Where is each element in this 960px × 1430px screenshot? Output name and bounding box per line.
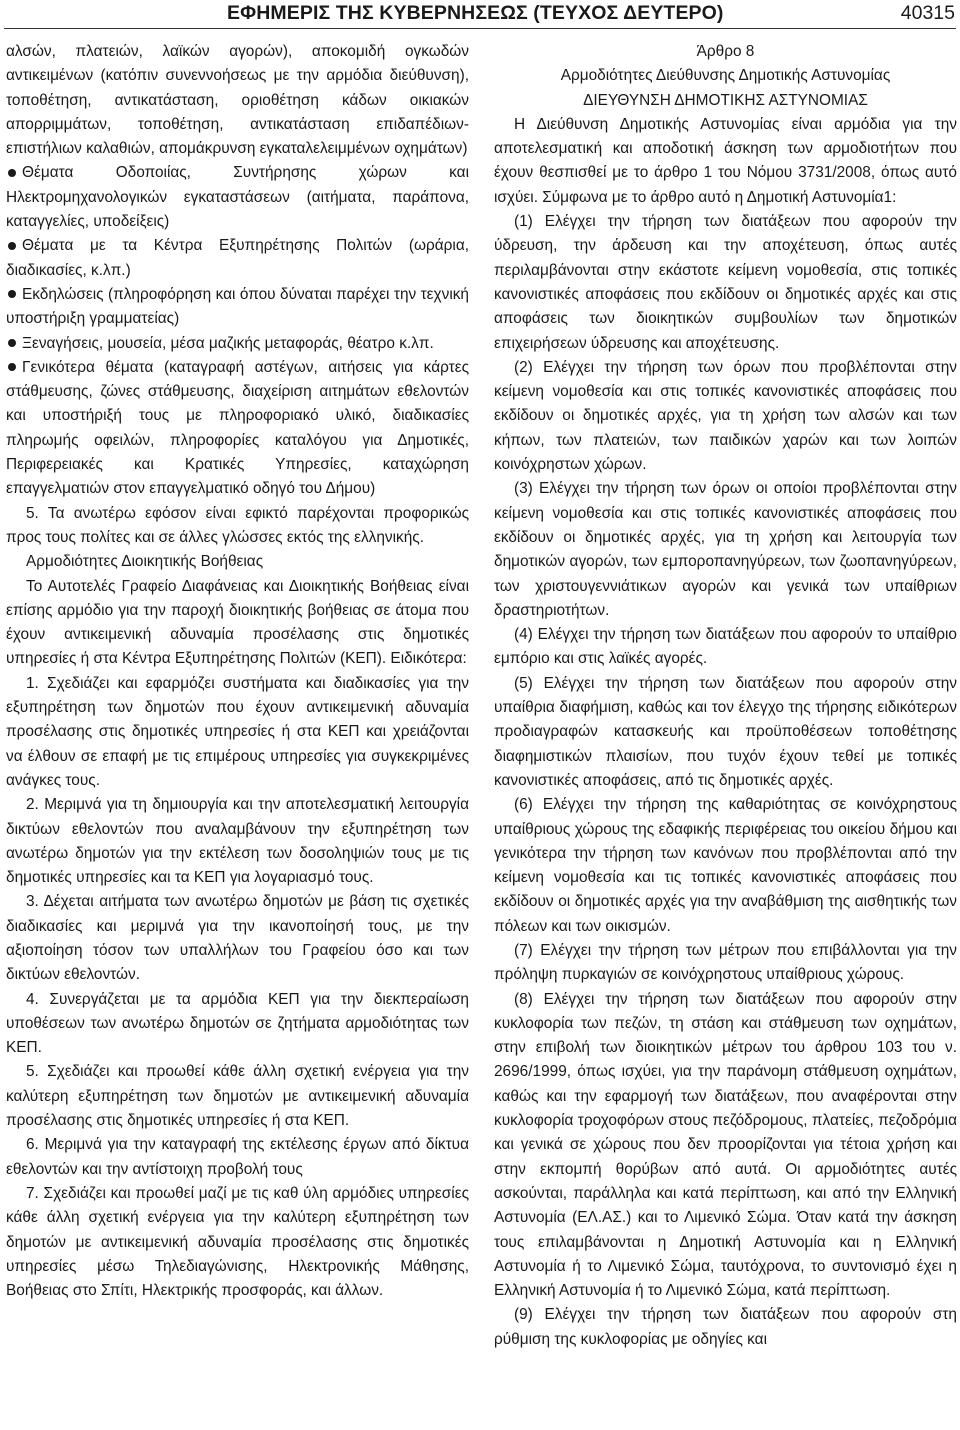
left-column — [6, 40, 469, 1303]
list-item: (9) Ελέγχει την τήρηση των διατάξεων που αφορούν στη ρύθμιση της κυκλοφορίας με οδηγίες και — [494, 1306, 957, 1348]
list-item: (7) Ελέγχει την τήρηση των μέτρων που επιβάλλονται για την πρόληψη πυρκαγιών σε κοινόχρηστους υπαίθριους χώρους. — [494, 941, 957, 984]
paragraph: αλσών, πλατειών, λαϊκών αγορών), αποκομιδή ογκωδών αντικειμένων (κατόπιν συνεννοήσεως με την αρμόδια διεύθυνση), τοποθέτηση, αντικατάσταση, οριοθέτηση κάδων οικιακών απορριμμάτων, τοποθέτηση, αντικατάσταση επιδαπέδιων-επιστήλιων καλαθιών, απομάκρυνση εγκαταλελειμμένων οχημάτων) — [6, 43, 469, 158]
list-item: Θέματα Οδοποιίας, Συντήρησης χώρων και Ηλεκτρομηχανολογικών εγκαταστάσεων (αιτήματα, παράπονα, καταγγελίες, υποδείξεις) — [6, 164, 469, 231]
gazette-title: ΕΦΗΜΕΡΙΣ ΤΗΣ ΚΥΒΕΡΝΗΣΕΩΣ (ΤΕΥΧΟΣ ΔΕΥΤΕΡΟ) — [227, 2, 724, 24]
list-item: Γενικότερα θέματα (καταγραφή αστέγων, αιτήσεις για κάρτες στάθμευσης, ζώνες στάθμευσης, διαχείριση αιτημάτων εθελοντών και υποστήριξή τους με πληροφοριακό υλικό, διαδικασίες πληρωμής οφειλών, πληροφορίες καταλόγου για Δημοτικές, Περιφερειακές και Κρατικές Υπηρεσίες, καταχώρηση επαγγελματιών στον επαγγελματικό οδηγό του Δήμου) — [6, 358, 469, 498]
bullet-icon — [8, 169, 16, 177]
list-item: (5) Ελέγχει την τήρηση των διατάξεων που αφορούν στην υπαίθρια διαφήμιση, καθώς και τον έλεγχο της τήρησης ειδικότερων προδιαγραφών κατασκευής και προϋποθέσεων τοποθέτησης διαφημιστικών πλαισίων, που τυχόν έχουν τεθεί με τοπικές κανονιστικές αποφάσεις, από τις δημοτικές αρχές. — [494, 674, 957, 789]
list-item: Εκδηλώσεις (πληροφόρηση και όπου δύναται παρέχει την τεχνική υποστήριξη γραμματείας) — [6, 285, 469, 328]
article-title: Αρμοδιότητες Διεύθυνσης Δημοτικής Αστυνομίας — [560, 67, 891, 85]
list-item: (8) Ελέγχει την τήρηση των διατάξεων που αφορούν στην κυκλοφορία των πεζών, τη στάση και στάθμευση των οχημάτων, στην επιβολή των διοικητικών μέτρων του άρθρου 103 του ν. 2696/1999, όπως ισχύει, για την παράνομη στάθμευση οχημάτων, καθώς και την εφαρμογή των διατάξεων, που αναφέρονται στην κυκλοφορία τροχοφόρων στους πεζόδρομους, πλατείες, πεζοδρόμια και γενικά σε χώρους που δεν προορίζονται για τέτοια χρήση και στην εκπομπή θορύβων από αυτά. Οι αρμοδιότητες αυτές ασκούνται, παράλληλα και κατά περίπτωση, και από την Ελληνική Αστυνομία (ΕΛ.ΑΣ.) και το Λιμενικό Σώμα. Όταν κατά την άσκηση τους επιλαμβάνονται η Δημοτική Αστυνομία και η Ελληνική Αστυνομία ή το Λιμενικό Σώμα, ταυτόχρονα, το συντονισμό έχει η Ελληνική Αστυνομία ή το Λιμενικό Σώμα, κατά περίπτωση. — [494, 990, 957, 1300]
list-item: (1) Ελέγχει την τήρηση των διατάξεων που αφορούν την ύδρευση, την άρδευση και την αποχέτευση, όπως αυτές περιλαμβάνονται στην εκάστοτε κείμενη νομοθεσία, στις τοπικές κανονιστικές αποφάσεις που εκδίδουν οι δημοτικές αρχές και στις αποφάσεις των διοικητικών συμβουλίων των δημοτικών επιχειρήσεων ύδρευσης και αποχέτευσης. — [494, 213, 957, 352]
paragraph: 5. Τα ανωτέρω εφόσον είναι εφικτό παρέχονται προφορικώς προς τους πολίτες και σε άλλες γλώσσες εκτός της ελληνικής. — [6, 504, 469, 546]
list-item: 4. Συνεργάζεται με τα αρμόδια ΚΕΠ για την διεκπεραίωση υποθέσεων των ανωτέρω δημοτών σε ζητήματα αρμοδιότητας των ΚΕΠ. — [6, 990, 469, 1057]
article-number: Άρθρο 8 — [696, 43, 755, 60]
list-item: (2) Ελέγχει την τήρηση των όρων που προβλέπονται στην κείμενη νομοθεσία και στις τοπικές κανονιστικές αποφάσεις που εκδίδουν οι δημοτικές αρχές, για τη χρήση των αλσών και των κήπων, των πλατειών, των παιδικών χαρών και των λοιπών κοινόχρηστων χώρων. — [494, 358, 957, 474]
directorate-title: ΔΙΕΥΘΥΝΣΗ ΔΗΜΟΤΙΚΗΣ ΑΣΤΥΝΟΜΙΑΣ — [583, 91, 868, 109]
list-item: (6) Ελέγχει την τήρηση της καθαριότητας σε κοινόχρηστους υπαίθριους χώρους της εδαφικής περιφέρειας του οικείου δήμου και γενικότερα την τήρηση των κανόνων που προβλέπονται από την κείμενη νομοθεσία και τις τοπικές κανονιστικές αποφάσεις που εκδίδουν οι δημοτικές αρχές για την αναβάθμιση της αισθητικής των πόλεων και των οικισμών. — [494, 796, 957, 935]
right-column — [494, 40, 957, 1352]
paragraph: Η Διεύθυνση Δημοτικής Αστυνομίας είναι αρμόδια για την αποτελεσματική και αποδοτική άσκηση των αρμοδιοτήτων που έχουν θεσπισθεί με το άρθρο 1 του Νόμου 3731/2008, όπως αυτό ισχύει. Σύμφωνα με το άρθρο αυτό η Δημοτική Αστυνομία1: — [494, 115, 957, 206]
list-item: 7. Σχεδιάζει και προωθεί μαζί με τις καθ ύλη αρμόδιες υπηρεσίες κάθε άλλη σχετική ενέργεια για την καλύτερη εξυπηρέτηση των δημοτών με αντικειμενική αδυναμία προσέλασης στις δημοτικές υπηρεσίες μέσω Τηλεδιαγώνισης, Ηλεκτρονικής Μάθησης, Βοήθειας στο Σπίτι, Ηλεκτρικής προσφοράς, και άλλων. — [6, 1184, 469, 1300]
list-item: Θέματα με τα Κέντρα Εξυπηρέτησης Πολιτών (ωράρια, διαδικασίες, κ.λπ.) — [6, 237, 469, 279]
section-heading: Αρμοδιότητες Διοικητικής Βοήθειας — [26, 553, 264, 571]
bullet-icon — [8, 339, 16, 347]
page-number: 40315 — [900, 2, 955, 24]
bullet-icon — [8, 290, 16, 298]
list-item: 5. Σχεδιάζει και προωθεί κάθε άλλη σχετική ενέργεια για την καλύτερη εξυπηρέτηση των δημοτών με αντικειμενική αδυναμία προσέλασης στις δημοτικές υπηρεσίες ή στα ΚΕΠ. — [6, 1063, 469, 1130]
list-item: (3) Ελέγχει την τήρηση των όρων οι οποίοι προβλέπονται στην κείμενη νομοθεσία και στις τοπικές κανονιστικές αποφάσεις που εκδίδουν οι δημοτικές αρχές, για τη χρήση και λειτουργία των δημοτικών αγορών, των εμποροπανηγύρεων, των ζωοπανηγύρεων, των χριστουγεννιάτικων αγορών και γενικά των υπαίθριων δραστηριοτήτων. — [494, 480, 957, 619]
bullet-icon — [8, 363, 16, 371]
bullet-icon — [8, 242, 16, 250]
list-item: 1. Σχεδιάζει και εφαρμόζει συστήματα και διαδικασίες για την εξυπηρέτηση των δημοτών που έχουν αντικειμενική αδυναμία προσέλασης στις δημοτικές υπηρεσίες ή στα ΚΕΠ και χρειάζονται να έλθουν σε επαφή με τις επιμέρους υπηρεσίες για συγκεκριμένες ανάγκες τους. — [6, 674, 469, 789]
list-item: 6. Μεριμνά για την καταγραφή της εκτέλεσης έργων από δίκτυα εθελοντών και την αντίστοιχη προβολή τους — [6, 1136, 469, 1178]
list-item: 2. Μεριμνά για τη δημιουργία και την αποτελεσματική λειτουργία δικτύων εθελοντών που αναλαμβάνουν την εξυπηρέτηση των ανωτέρω δημοτών για την εκτέλεση των δοσοληψιών τους με τις δημοτικές υπηρεσίες και τα ΚΕΠ για λογαριασμό τους. — [6, 796, 469, 887]
list-item: Ξεναγήσεις, μουσεία, μέσα μαζικής μεταφοράς, θέατρο κ.λπ. — [6, 332, 469, 356]
header-rule — [4, 28, 956, 29]
list-item: (4) Ελέγχει την τήρηση των διατάξεων που αφορούν το υπαίθριο εμπόριο και στις λαϊκές αγορές. — [494, 626, 957, 668]
page-header — [0, 0, 960, 30]
paragraph: Το Αυτοτελές Γραφείο Διαφάνειας και Διοικητικής Βοήθειας είναι επίσης αρμόδιο για την παροχή διοικητικής βοήθειας σε άτομα που έχουν αντικειμενική αδυναμία προσέλασης στις δημοτικές υπηρεσίες ή στα Κέντρα Εξυπηρέτησης Πολιτών (ΚΕΠ). Ειδικότερα: — [6, 577, 469, 668]
list-item: 3. Δέχεται αιτήματα των ανωτέρω δημοτών με βάση τις σχετικές διαδικασίες και μεριμνά για την ικανοποίησή τους, με την αξιοποίηση τόσον των υπαλλήλων του Γραφείου όσο και των δικτύων εθελοντών. — [6, 893, 469, 984]
